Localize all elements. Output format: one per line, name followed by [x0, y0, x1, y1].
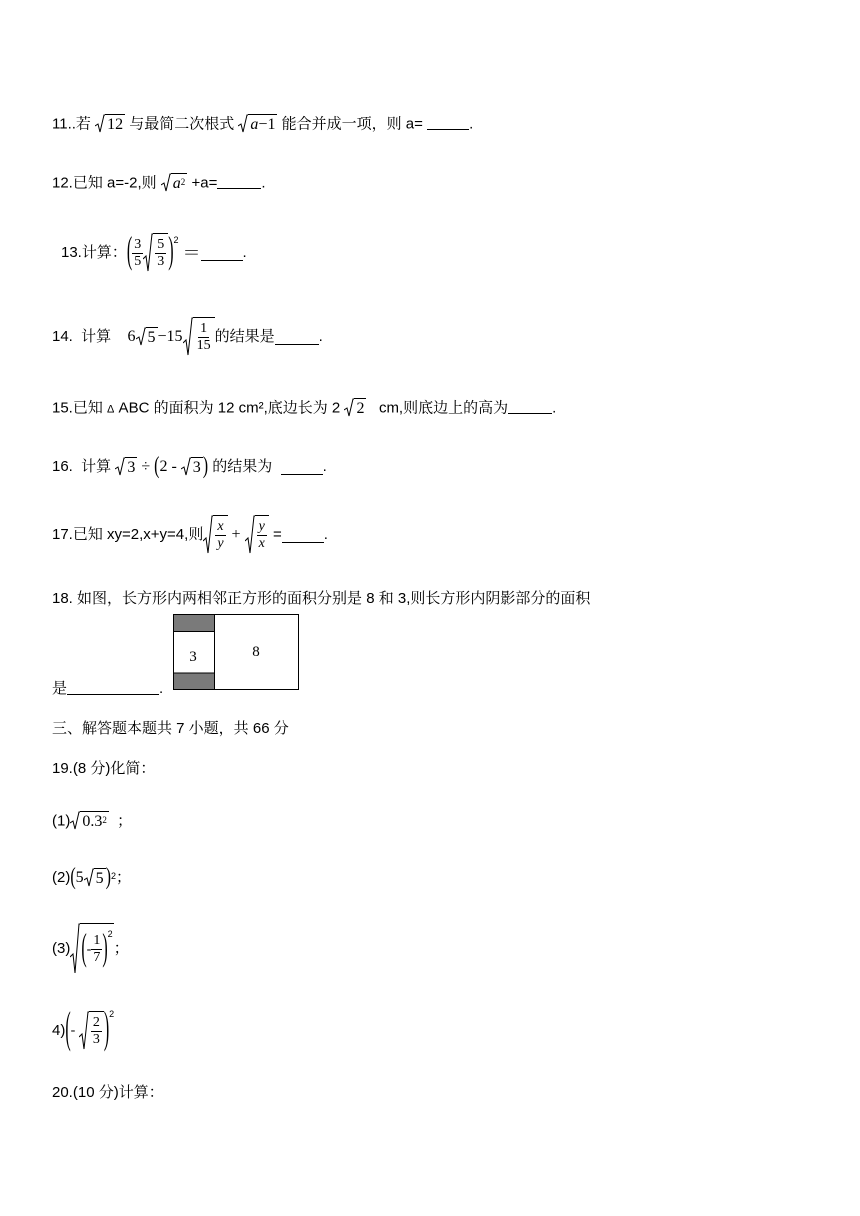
plus-sign: + — [227, 526, 245, 543]
question-16 — [52, 455, 327, 479]
big-square-label: 8 — [252, 644, 260, 660]
part-label: (2) — [52, 869, 71, 886]
question-12 — [52, 173, 266, 194]
radicand-5: 5 — [95, 869, 104, 887]
equals-sign: ＝ — [182, 243, 201, 263]
shaded-bottom — [174, 673, 215, 690]
radicand-12: 12 — [107, 116, 124, 133]
sqrt-a-minus-1 — [238, 114, 277, 135]
radicand-a: a — [250, 116, 259, 133]
sqrt-5 — [136, 327, 158, 348]
semicolon: ； — [108, 812, 133, 830]
answer-blank[interactable] — [282, 528, 324, 543]
period: . — [318, 328, 323, 345]
q19-part-2 — [52, 866, 131, 890]
period: . — [552, 399, 557, 417]
right-paren: ) — [103, 1005, 110, 1054]
small-square-label: 3 — [189, 649, 197, 665]
denominator: 7 — [93, 950, 101, 965]
equals-sign: = — [268, 526, 282, 543]
answer-blank[interactable] — [275, 330, 319, 345]
sqrt-3b — [181, 457, 203, 478]
q16-post: 的结果为 — [208, 458, 281, 475]
left-paren: ( — [65, 1005, 71, 1054]
radicand-a: a — [172, 175, 181, 192]
denominator: 15 — [196, 338, 211, 353]
sqrt-neg-1-7-squared — [70, 923, 113, 975]
left-paren: ( — [126, 231, 133, 273]
denominator: 3 — [92, 1032, 100, 1047]
q19-part-4 — [52, 1004, 114, 1058]
q19-text: 19.(8 分)化简： — [52, 760, 156, 777]
numerator: 1 — [93, 933, 101, 948]
section-3-heading — [52, 719, 289, 739]
numerator: 1 — [200, 321, 208, 336]
radicand-2: 2 — [356, 400, 365, 417]
q15-mid: ABC 的面积为 12 cm²,底边长为 2 — [114, 399, 345, 417]
q11-post: 能合并成一项，则 a= — [277, 115, 428, 133]
answer-blank[interactable] — [67, 680, 159, 695]
period: . — [322, 458, 327, 475]
q18-text: 18. 如图，长方形内两相邻正方形的面积分别是 8 和 3,则长方形内阴影部分的面积 — [52, 590, 591, 607]
shaded-top — [174, 615, 215, 632]
radicand-minus-1: −1 — [258, 116, 276, 133]
fraction-3-5 — [132, 237, 143, 270]
part-label: (1) — [52, 812, 71, 830]
minus-sign: - — [86, 941, 92, 957]
question-13 — [61, 230, 247, 276]
q13-prefix: 13.计算： — [61, 244, 127, 261]
coefficient-6: 6 — [127, 328, 136, 345]
question-17 — [52, 512, 328, 558]
right-paren: ) — [102, 927, 108, 969]
numerator: x — [217, 519, 224, 534]
denominator: x — [258, 536, 265, 551]
exponent: 2 — [102, 815, 107, 825]
sqrt-3 — [115, 457, 137, 478]
numerator: 2 — [92, 1015, 100, 1030]
denominator: 5 — [134, 253, 142, 269]
q15-post: cm,则底边上的高为 — [366, 399, 509, 417]
question-20-title — [52, 1083, 164, 1103]
sqrt-0-3-squared — [70, 811, 109, 832]
sqrt-2 — [344, 398, 366, 419]
right-paren: ) — [168, 231, 174, 273]
radicand-3: 3 — [192, 458, 201, 476]
q11-prefix: 11..若 — [52, 115, 96, 133]
period: . — [469, 115, 474, 133]
sqrt-y-over-x — [245, 515, 269, 555]
q15-prefix: 15.已知 — [52, 399, 108, 417]
two-minus: 2 - — [159, 458, 181, 475]
semicolon: ； — [116, 869, 132, 886]
triangle-symbol: Δ — [107, 403, 115, 416]
minus-sign: - — [70, 1023, 79, 1038]
divide-sign: ÷ — [137, 458, 155, 475]
q11-mid: 与最简二次根式 — [125, 115, 239, 133]
right-paren: ) — [105, 864, 111, 890]
question-19-title — [52, 759, 155, 779]
exponent: 2 — [180, 177, 186, 187]
denominator: y — [217, 536, 224, 551]
left-paren: ( — [70, 864, 76, 890]
q19-part-3 — [52, 922, 129, 976]
period: . — [261, 174, 266, 192]
semicolon: ； — [113, 940, 129, 957]
sqrt-5-over-3 — [143, 233, 168, 273]
exponent: 2 — [173, 235, 179, 245]
period: . — [323, 526, 328, 543]
right-paren: ) — [202, 453, 209, 479]
rectangle-figure — [173, 614, 299, 690]
question-18-line1 — [52, 589, 590, 609]
part-label: (3) — [52, 940, 71, 957]
question-15 — [52, 398, 556, 419]
answer-blank[interactable] — [201, 246, 243, 261]
minus-15: −15 — [157, 328, 183, 345]
radicand-5: 5 — [147, 328, 156, 346]
denominator: 3 — [157, 254, 165, 269]
numerator: 5 — [157, 237, 165, 252]
left-paren: ( — [154, 453, 160, 479]
q12-post: +a= — [187, 174, 218, 192]
part-label: 4) — [52, 1022, 66, 1039]
question-18-line2 — [52, 679, 163, 699]
coefficient-5: 5 — [75, 869, 84, 886]
exponent: 2 — [111, 871, 117, 881]
radicand: 0.3 — [82, 813, 103, 830]
numerator: y — [258, 519, 265, 534]
q20-text: 20.(10 分)计算： — [52, 1084, 164, 1101]
question-11 — [52, 114, 473, 135]
q14-prefix: 14. 计算 — [52, 328, 120, 345]
q18-answer-label: 是 — [52, 680, 68, 697]
answer-blank[interactable] — [427, 115, 469, 130]
q14-post: 的结果是 — [214, 328, 275, 345]
sqrt-1-over-15 — [183, 317, 215, 357]
q17-prefix: 17.已知 xy=2,x+y=4,则 — [52, 526, 204, 543]
answer-blank[interactable] — [508, 399, 552, 414]
period: . — [242, 244, 247, 261]
exponent: 2 — [107, 929, 113, 939]
sqrt-x-over-y — [203, 515, 227, 555]
exponent: 2 — [109, 1009, 115, 1019]
period: . — [159, 680, 164, 697]
numerator: 3 — [134, 236, 142, 252]
answer-blank[interactable] — [281, 460, 323, 475]
section-3-text: 三、解答题本题共 7 小题，共 66 分 — [52, 720, 289, 737]
answer-blank[interactable] — [217, 174, 261, 189]
q16-prefix: 16. 计算 — [52, 458, 116, 475]
sqrt-5 — [84, 868, 106, 889]
radicand-3: 3 — [127, 458, 136, 476]
left-paren: ( — [81, 927, 87, 969]
sqrt-12 — [95, 114, 125, 135]
sqrt-2-over-3 — [79, 1011, 104, 1051]
q12-prefix: 12.已知 a=-2,则 — [52, 174, 161, 192]
question-14 — [52, 314, 323, 360]
q19-part-1 — [52, 811, 132, 832]
sqrt-a-squared — [161, 173, 188, 194]
